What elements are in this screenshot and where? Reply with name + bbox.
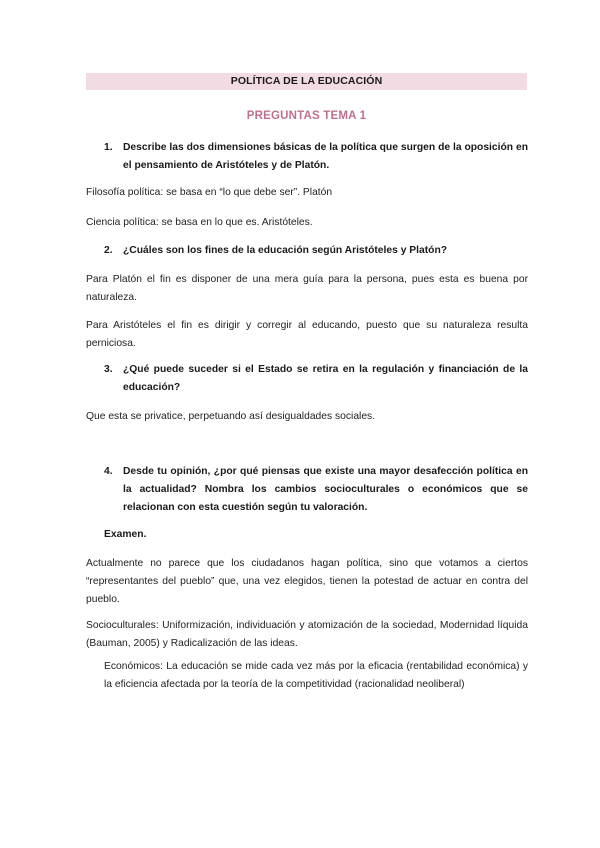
question-2 (104, 242, 528, 260)
answer-2b: Para Aristóteles el fin es dirigir y corregir al educando, puesto que su naturaleza resulta perniciosa. (86, 320, 528, 349)
question-1 (104, 139, 528, 175)
answer-3a: Que esta se privatice, perpetuando así desigualdades sociales. (86, 411, 376, 422)
question-text: ¿Cuáles son los fines de la educación según Aristóteles y Platón? (123, 245, 448, 256)
answer-1a: Filosofía política: se basa en “lo que debe ser”. Platón (86, 187, 333, 198)
question-3 (104, 361, 528, 397)
question-number: 3. (104, 364, 113, 375)
section-subtitle: PREGUNTAS TEMA 1 (246, 110, 367, 122)
answer-4a: Actualmente no parece que los ciudadanos hagan política, sino que votamos a ciertos “representantes del pueblo” que, una vez elegidos, tienen la potestad de actuar en contra del pueblo. (86, 558, 528, 605)
question-number: 1. (104, 142, 113, 153)
answer-1b: Ciencia política: se basa en lo que es. Aristóteles. (86, 217, 313, 228)
answer-4c: Económicos: La educación se mide cada vez más por la eficacia (rentabilidad económica) y la eficiencia afectada por la teoría de la competitividad (racionalidad neoliberal) (104, 661, 528, 690)
question-text: ¿Qué puede suceder si el Estado se retira en la regulación y financiación de la educación? (123, 364, 528, 393)
question-number: 4. (104, 466, 113, 477)
exam-label: Examen. (104, 529, 147, 540)
question-text: Desde tu opinión, ¿por qué piensas que existe una mayor desafección política en la actualidad? Nombra los cambios socioculturales o económicos que se relacionan con esta cuestión según tu valoración. (123, 466, 528, 513)
answer-4b: Socioculturales: Uniformización, individuación y atomización de la sociedad, Modernidad líquida (Bauman, 2005) y Radicalización de las ideas. (86, 620, 528, 649)
answer-2a: Para Platón el fin es disponer de una mera guía para la persona, pues esta es buena por naturaleza. (86, 274, 528, 303)
document-title: POLÍTICA DE LA EDUCACIÓN (86, 73, 527, 90)
question-4 (104, 463, 528, 517)
question-text: Describe las dos dimensiones básicas de la política que surgen de la oposición en el pensamiento de Aristóteles y de Platón. (123, 142, 528, 171)
question-number: 2. (104, 245, 113, 256)
